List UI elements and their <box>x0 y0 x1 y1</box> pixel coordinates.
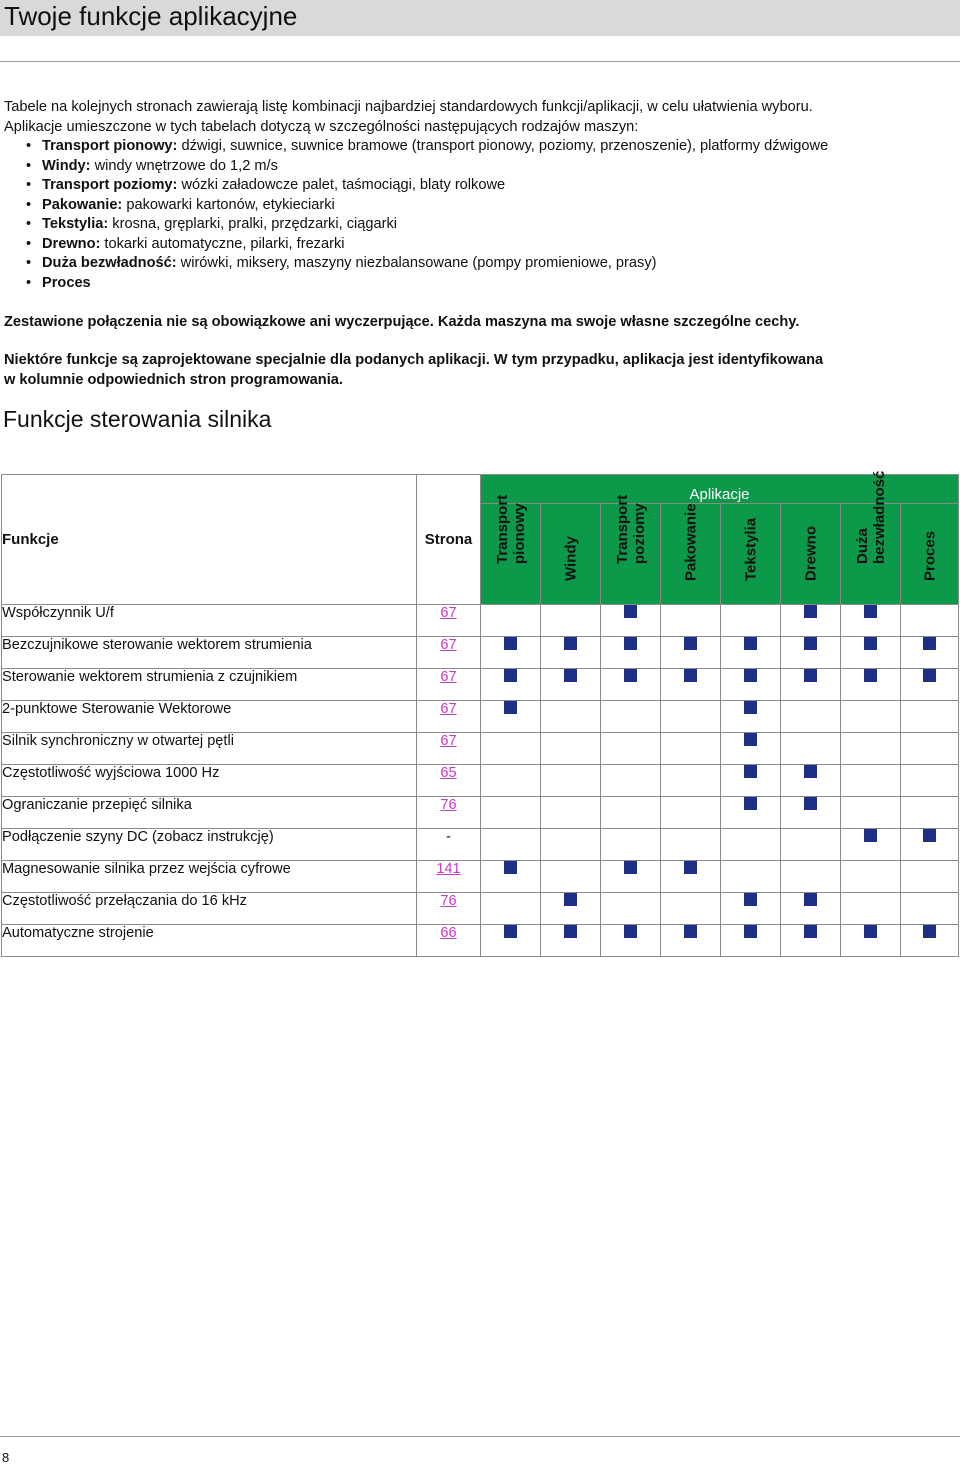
application-cell <box>541 605 601 637</box>
application-cell <box>781 637 841 669</box>
application-cell <box>841 637 901 669</box>
function-name: Ograniczanie przepięć silnika <box>2 797 417 829</box>
applicable-square-icon <box>624 669 637 682</box>
applicable-square-icon <box>864 669 877 682</box>
application-cell <box>661 861 721 893</box>
page-link[interactable]: 67 <box>440 733 457 749</box>
applicable-square-icon <box>684 925 697 938</box>
page-cell <box>417 861 481 893</box>
application-cell <box>781 893 841 925</box>
bullet-icon: • <box>26 255 32 271</box>
applicable-square-icon <box>804 893 817 906</box>
function-name: Częstotliwość przełączania do 16 kHz <box>2 893 417 925</box>
application-cell <box>661 925 721 957</box>
title-bar <box>0 0 960 36</box>
applicable-square-icon <box>804 797 817 810</box>
page-cell <box>417 733 481 765</box>
bullet-icon: • <box>26 157 32 174</box>
applicable-square-icon <box>804 637 817 650</box>
application-cell <box>901 605 959 637</box>
application-name: Windy <box>562 536 579 581</box>
applicable-square-icon <box>864 829 877 842</box>
applicable-square-icon <box>504 669 517 682</box>
application-column-header <box>661 504 721 605</box>
applicable-square-icon <box>804 605 817 618</box>
bullet-icon: • <box>26 138 32 154</box>
function-name: Sterowanie wektorem strumienia z czujnikiem <box>2 669 417 701</box>
application-cell <box>781 829 841 861</box>
application-cell <box>901 893 959 925</box>
machine-type-item <box>4 235 954 255</box>
application-column-header <box>841 470 901 605</box>
function-name: Częstotliwość wyjściowa 1000 Hz <box>2 765 417 797</box>
application-cell <box>721 925 781 957</box>
application-cell <box>481 861 541 893</box>
application-cell <box>661 701 721 733</box>
function-name: Silnik synchroniczny w otwartej pętli <box>2 733 417 765</box>
applicable-square-icon <box>504 701 517 714</box>
application-cell <box>721 765 781 797</box>
application-cell <box>481 701 541 733</box>
application-column-header <box>721 504 781 605</box>
footer-divider <box>0 1436 960 1437</box>
application-cell <box>661 605 721 637</box>
applicable-square-icon <box>624 605 637 618</box>
functions-header: Funkcje <box>2 475 417 605</box>
applicable-square-icon <box>923 925 936 938</box>
page-text: - <box>446 829 451 845</box>
application-cell <box>901 925 959 957</box>
application-cell <box>601 925 661 957</box>
application-cell <box>481 765 541 797</box>
applicable-square-icon <box>624 637 637 650</box>
application-name: Drewno <box>802 525 819 581</box>
applicable-square-icon <box>744 893 757 906</box>
applicable-square-icon <box>564 637 577 650</box>
page-cell <box>417 829 481 861</box>
application-cell <box>781 765 841 797</box>
application-cell <box>601 765 661 797</box>
application-cell <box>541 637 601 669</box>
application-cell <box>541 765 601 797</box>
applicable-square-icon <box>804 669 817 682</box>
application-cell <box>601 861 661 893</box>
application-cell <box>721 797 781 829</box>
intro-text <box>4 98 954 293</box>
application-cell <box>841 765 901 797</box>
application-cell <box>601 669 661 701</box>
application-name-line-2: bezwładność <box>870 470 888 564</box>
application-cell <box>541 669 601 701</box>
application-column-header <box>481 494 541 605</box>
application-cell <box>841 829 901 861</box>
note-special-functions <box>4 350 954 390</box>
applicable-square-icon <box>504 861 517 874</box>
application-cell <box>601 605 661 637</box>
application-cell <box>601 701 661 733</box>
machine-type-item <box>4 215 954 235</box>
application-cell <box>781 733 841 765</box>
page-cell <box>417 605 481 637</box>
page-header: Strona <box>417 475 481 605</box>
machine-type-term: Transport pionowy: <box>42 138 178 154</box>
applicable-square-icon <box>684 669 697 682</box>
note-combinations: Zestawione połączenia nie są obowiązkowe ani wyczerpujące. Każda maszyna ma swoje własne szczególne cechy. <box>4 314 800 330</box>
application-cell <box>901 733 959 765</box>
application-cell <box>661 893 721 925</box>
page-cell <box>417 669 481 701</box>
applicable-square-icon <box>684 861 697 874</box>
bullet-icon: • <box>26 216 32 232</box>
application-cell <box>481 605 541 637</box>
application-cell <box>541 893 601 925</box>
applicable-square-icon <box>564 925 577 938</box>
applicable-square-icon <box>864 637 877 650</box>
applicable-square-icon <box>923 637 936 650</box>
application-cell <box>661 765 721 797</box>
application-cell <box>541 797 601 829</box>
machine-type-item <box>4 274 954 294</box>
applicable-square-icon <box>744 701 757 714</box>
machine-type-description: pakowarki kartonów, etykieciarki <box>122 196 335 213</box>
machine-type-term: Tekstylia: <box>42 216 109 232</box>
function-name: Bezczujnikowe sterowanie wektorem strumienia <box>2 637 417 669</box>
application-cell <box>781 861 841 893</box>
application-cell <box>721 829 781 861</box>
page-cell <box>417 637 481 669</box>
applicable-square-icon <box>744 637 757 650</box>
applicable-square-icon <box>864 925 877 938</box>
application-cell <box>841 797 901 829</box>
page-link[interactable]: 141 <box>436 861 461 877</box>
applicable-square-icon <box>504 925 517 938</box>
application-name: Tekstylia <box>742 517 759 581</box>
function-name: Automatyczne strojenie <box>2 925 417 957</box>
applicable-square-icon <box>504 637 517 650</box>
bullet-icon: • <box>26 235 32 252</box>
page-link[interactable]: 67 <box>440 701 457 717</box>
machine-type-description: tokarki automatyczne, pilarki, frezarki <box>100 235 345 252</box>
application-name: Duża <box>853 528 871 564</box>
application-cell <box>721 669 781 701</box>
application-cell <box>901 637 959 669</box>
machine-type-description: wózki załadowcze palet, taśmociągi, blaty rolkowe <box>177 177 506 193</box>
application-cell <box>481 733 541 765</box>
page-cell <box>417 765 481 797</box>
application-name-line-2: pionowy <box>510 503 528 564</box>
applicable-square-icon <box>804 925 817 938</box>
table-row <box>2 765 959 797</box>
application-cell <box>901 797 959 829</box>
machine-type-description: dźwigi, suwnice, suwnice bramowe (transport pionowy, poziomy, przenoszenie), platformy dźwigowe <box>177 138 829 154</box>
application-cell <box>601 829 661 861</box>
machine-type-term: Transport poziomy: <box>42 177 178 193</box>
applicable-square-icon <box>624 925 637 938</box>
application-cell <box>601 733 661 765</box>
application-column-header <box>541 504 601 605</box>
application-cell <box>841 925 901 957</box>
applicable-square-icon <box>744 733 757 746</box>
application-name: Pakowanie <box>682 503 699 581</box>
table-row <box>2 701 959 733</box>
machine-type-description: windy wnętrzowe do 1,2 m/s <box>90 157 278 174</box>
notes <box>4 312 954 408</box>
application-cell <box>841 733 901 765</box>
machine-type-item <box>4 157 954 177</box>
application-cell <box>901 861 959 893</box>
page-link[interactable]: 67 <box>440 669 457 685</box>
application-cell <box>601 797 661 829</box>
function-name: 2-punktowe Sterowanie Wektorowe <box>2 701 417 733</box>
application-cell <box>661 637 721 669</box>
table-body <box>2 605 959 957</box>
function-name: Magnesowanie silnika przez wejścia cyfrowe <box>2 861 417 893</box>
application-cell <box>661 829 721 861</box>
table-row <box>2 893 959 925</box>
application-cell <box>661 797 721 829</box>
application-cell <box>781 669 841 701</box>
application-cell <box>721 605 781 637</box>
application-cell <box>781 797 841 829</box>
application-cell <box>841 893 901 925</box>
application-cell <box>601 893 661 925</box>
application-cell <box>841 701 901 733</box>
application-cell <box>481 669 541 701</box>
page-number: 8 <box>2 1450 10 1465</box>
application-cell <box>481 893 541 925</box>
applications-header: Aplikacje <box>481 475 959 504</box>
machine-type-item <box>4 137 954 157</box>
page-link[interactable]: 76 <box>440 797 457 813</box>
application-cell <box>661 669 721 701</box>
machine-type-term: Proces <box>42 274 91 291</box>
application-cell <box>721 733 781 765</box>
application-cell <box>781 925 841 957</box>
application-cell <box>601 637 661 669</box>
note-special-functions-line-2: w kolumnie odpowiednich stron programowania. <box>4 372 343 388</box>
application-cell <box>721 701 781 733</box>
application-column-header <box>901 504 959 605</box>
applicable-square-icon <box>923 829 936 842</box>
table-row <box>2 925 959 957</box>
application-cell <box>481 797 541 829</box>
application-cell <box>541 925 601 957</box>
table-row <box>2 797 959 829</box>
bullet-icon: • <box>26 177 32 193</box>
application-column-header <box>601 494 661 605</box>
application-cell <box>901 701 959 733</box>
application-cell <box>721 893 781 925</box>
page-title: Twoje funkcje aplikacyjne <box>4 1 298 31</box>
application-cell <box>841 861 901 893</box>
application-cell <box>721 637 781 669</box>
page-link[interactable]: 76 <box>440 893 457 909</box>
application-name: Transport <box>613 494 631 564</box>
page-cell <box>417 925 481 957</box>
note-special-functions-line-1: Niektóre funkcje są zaprojektowane specjalnie dla podanych aplikacji. W tym przypadku, aplikacja jest identyfikowana <box>4 352 824 368</box>
table-row <box>2 605 959 637</box>
application-name: Proces <box>921 530 938 581</box>
applicable-square-icon <box>864 605 877 618</box>
application-cell <box>841 605 901 637</box>
page-cell <box>417 797 481 829</box>
machine-type-item <box>4 176 954 196</box>
page-cell <box>417 893 481 925</box>
application-cell <box>841 669 901 701</box>
application-cell <box>481 637 541 669</box>
applicable-square-icon <box>923 669 936 682</box>
machine-type-term: Duża bezwładność: <box>42 255 177 271</box>
section-title: Funkcje sterowania silnika <box>3 406 272 432</box>
application-cell <box>901 669 959 701</box>
intro-line-2: Aplikacje umieszczone w tych tabelach dotyczą w szczególności następujących rodzajów maszyn: <box>4 118 639 135</box>
function-name: Współczynnik U/f <box>2 605 417 637</box>
machine-type-term: Pakowanie: <box>42 196 123 213</box>
applicable-square-icon <box>744 765 757 778</box>
page-link[interactable]: 66 <box>440 925 457 941</box>
application-cell <box>481 829 541 861</box>
application-cell <box>721 861 781 893</box>
machine-types-list <box>4 137 954 293</box>
application-cell <box>541 861 601 893</box>
application-cell <box>901 829 959 861</box>
page-link[interactable]: 65 <box>440 765 457 781</box>
applicable-square-icon <box>744 925 757 938</box>
machine-type-term: Windy: <box>42 157 91 174</box>
machine-type-description: wirówki, miksery, maszyny niezbalansowane (pompy promieniowe, prasy) <box>176 255 657 271</box>
applicable-square-icon <box>744 669 757 682</box>
applicable-square-icon <box>804 765 817 778</box>
table-row <box>2 637 959 669</box>
table-row <box>2 669 959 701</box>
machine-type-item <box>4 254 954 274</box>
application-column-header <box>781 504 841 605</box>
application-cell <box>901 765 959 797</box>
machine-type-description: krosna, gręplarki, pralki, przędzarki, ciągarki <box>108 216 397 232</box>
applicable-square-icon <box>564 669 577 682</box>
table-row <box>2 733 959 765</box>
page-cell <box>417 701 481 733</box>
application-cell <box>481 925 541 957</box>
machine-type-term: Drewno: <box>42 235 101 252</box>
machine-type-item <box>4 196 954 216</box>
title-divider <box>0 61 960 62</box>
application-cell <box>541 733 601 765</box>
function-application-table <box>1 470 959 957</box>
table-row <box>2 861 959 893</box>
applicable-square-icon <box>624 861 637 874</box>
intro-line-1: Tabele na kolejnych stronach zawierają listę kombinacji najbardziej standardowych funkcji/aplikacji, w celu ułatwienia wyboru. <box>4 99 813 115</box>
application-name-line-2: poziomy <box>630 503 648 564</box>
applicable-square-icon <box>564 893 577 906</box>
application-cell <box>541 829 601 861</box>
applicable-square-icon <box>684 637 697 650</box>
application-name: Transport <box>493 494 511 564</box>
page-link[interactable]: 67 <box>440 637 457 653</box>
bullet-icon: • <box>26 196 32 213</box>
page-link[interactable]: 67 <box>440 605 457 621</box>
application-cell <box>781 605 841 637</box>
application-cell <box>661 733 721 765</box>
table-row <box>2 829 959 861</box>
bullet-icon: • <box>26 274 32 291</box>
function-name: Podłączenie szyny DC (zobacz instrukcję) <box>2 829 417 861</box>
application-cell <box>781 701 841 733</box>
application-cell <box>541 701 601 733</box>
applicable-square-icon <box>744 797 757 810</box>
